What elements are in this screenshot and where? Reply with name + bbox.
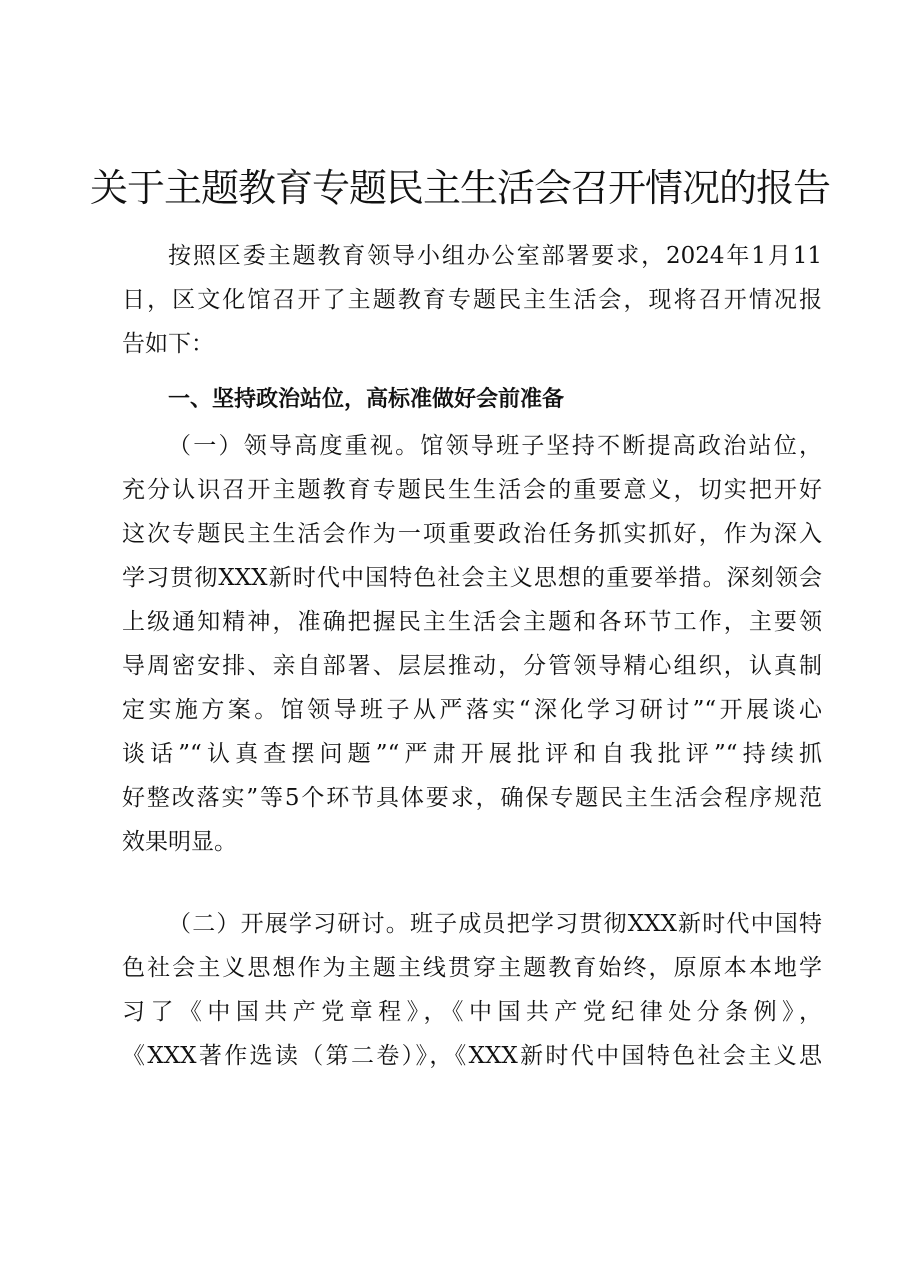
text-line: 好整改落实”等5个环节具体要求，确保专题民主生活会程序规范: [122, 785, 822, 811]
text-line: 习了《中国共产党章程》，《中国共产党纪律处分条例》，: [122, 999, 822, 1025]
text-line: 色社会主义思想作为主题主线贯穿主题教育始终，原原本本地学: [122, 955, 822, 981]
text-line: 上级通知精神，准确把握民主生活会主题和各环节工作，主要领: [122, 609, 822, 635]
intro-paragraph: [122, 234, 822, 366]
document-title: 关于主题教育专题民主生活会召开情况的报告: [90, 166, 831, 210]
paragraph-study: [122, 902, 822, 1078]
text-line: （一）领导高度重视。馆领导班子坚持不断提高政治站位，: [168, 433, 822, 459]
text-line: 谈话”“认真查摆问题”“严肃开展批评和自我批评”“持续抓: [122, 741, 822, 767]
text-line: 这次专题民主生活会作为一项重要政治任务抓实抓好，作为深入: [122, 521, 822, 547]
text-line: 《XXX著作选读（第二卷）》，《XXX新时代中国特色社会主义思: [122, 1043, 822, 1069]
text-line: 按照区委主题教育领导小组办公室部署要求，2024年1月11: [168, 243, 822, 269]
paragraph-leadership: [122, 424, 822, 864]
text-line: 定实施方案。馆领导班子从严落实“深化学习研讨”“开展谈心: [122, 697, 822, 723]
text-line: 充分认识召开主题教育专题民生生活会的重要意义，切实把开好: [122, 477, 822, 503]
section-heading: 一、坚持政治站位，高标准做好会前准备: [168, 387, 565, 412]
text-line: （二）开展学习研讨。班子成员把学习贯彻XXX新时代中国特: [168, 911, 822, 937]
text-line: 日，区文化馆召开了主题教育专题民主生活会，现将召开情况报: [122, 287, 822, 313]
text-line: 导周密安排、亲自部署、层层推动，分管领导精心组织，认真制: [122, 653, 822, 679]
text-line: 学习贯彻XXX新时代中国特色社会主义思想的重要举措。深刻领会: [122, 565, 822, 591]
text-line: 告如下：: [122, 331, 214, 357]
text-line: 效果明显。: [122, 829, 237, 855]
